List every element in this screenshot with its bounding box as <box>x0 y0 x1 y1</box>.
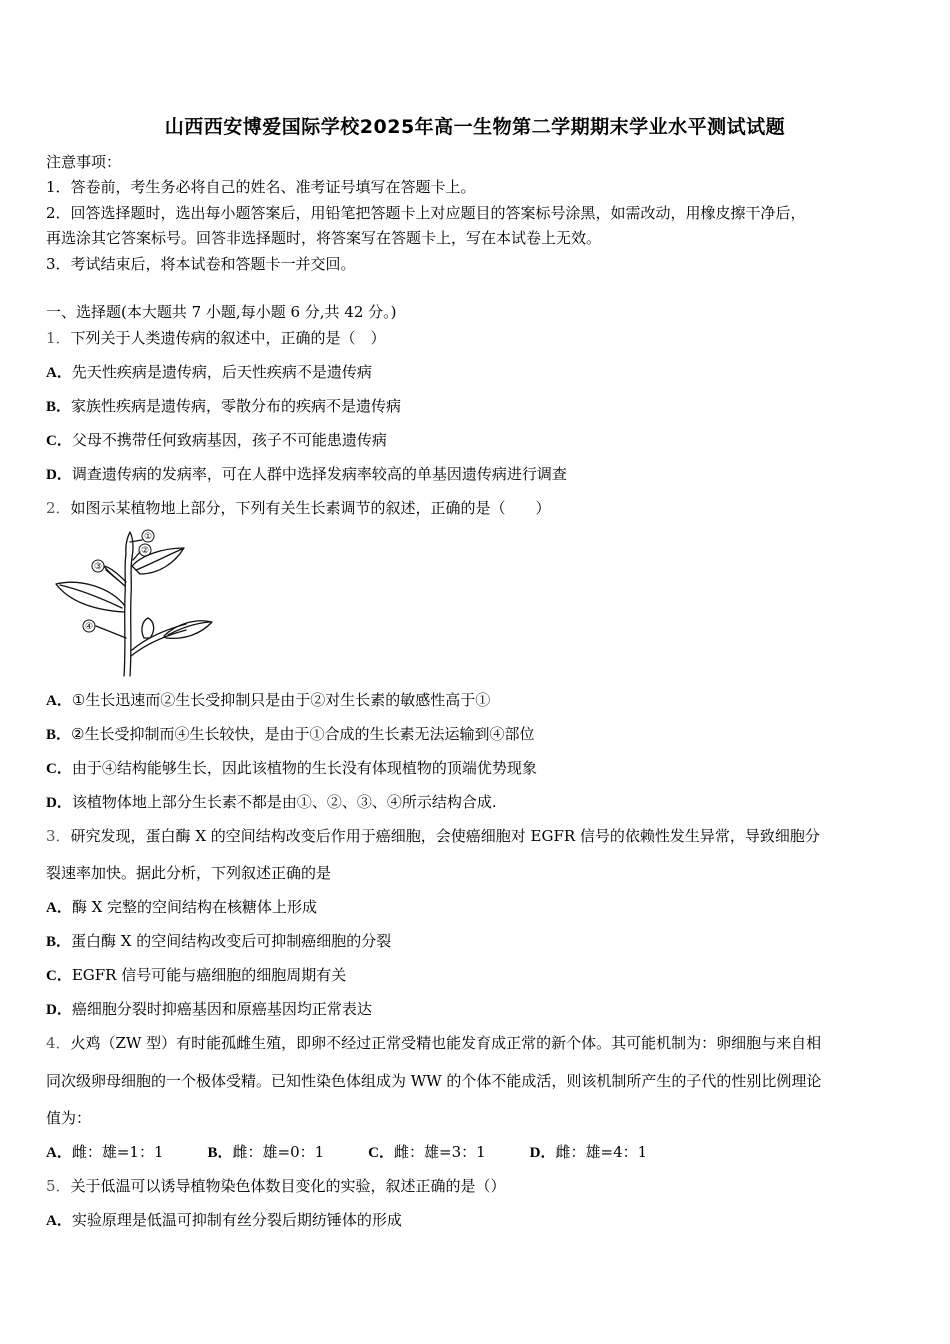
notice-item: 1．答卷前，考生务必将自己的姓名、准考证号填写在答题卡上。 <box>46 178 476 196</box>
figure-label-3: ③ <box>93 562 103 572</box>
q2-option-d: D．该植物体地上部分生长素不都是由①、②、③、④所示结构合成. <box>46 793 497 811</box>
question-4 <box>46 1033 821 1053</box>
plant-diagram <box>46 526 216 681</box>
question-number: 2． <box>46 499 71 517</box>
q2-option-c: C．由于④结构能够生长，因此该植物的生长没有体现植物的顶端优势现象 <box>46 759 537 777</box>
question-stem: 如图示某植物地上部分，下列有关生长素调节的叙述，正确的是（ ） <box>70 499 551 517</box>
question-number: 1． <box>46 329 71 347</box>
notice-item: 2．回答选择题时，选出每小题答案后，用铅笔把答题卡上对应题目的答案标号涂黑，如需改动，用橡皮擦干净后， <box>46 204 806 222</box>
q3-option-c: C．EGFR 信号可能与癌细胞的细胞周期有关 <box>46 966 347 984</box>
question-1 <box>46 328 386 348</box>
q3-option-d: D．癌细胞分裂时抑癌基因和原癌基因均正常表达 <box>46 1000 372 1018</box>
question-stem: 研究发现，蛋白酶 X 的空间结构改变后作用于癌细胞，会使癌细胞对 EGFR 信号的依赖性发生异常，导致细胞分 <box>70 827 820 845</box>
question-4-cont: 值为： <box>46 1109 92 1127</box>
question-stem: 火鸡（ZW 型）有时能孤雌生殖，即卵不经过正常受精也能发育成正常的新个体。其可能机制为：卵细胞与来自相 <box>70 1034 822 1052</box>
q1-option-d: D．调查遗传病的发病率，可在人群中选择发病率较高的单基因遗传病进行调查 <box>46 465 567 483</box>
figure-label-2: ② <box>140 546 150 556</box>
q4-option-b: B．雌：雄=0：1 <box>207 1143 325 1161</box>
q4-option-a: A．雌：雄=1：1 <box>46 1143 164 1161</box>
section-heading: 一、选择题(本大题共 7 小题,每小题 6 分,共 42 分。) <box>46 303 397 321</box>
question-number: 3． <box>46 827 71 845</box>
page-title: 山西西安博爱国际学校2025年高一生物第二学期期末学业水平测试试题 <box>164 116 786 138</box>
question-stem: 关于低温可以诱导植物染色体数目变化的实验，叙述正确的是（） <box>70 1177 506 1195</box>
q1-option-a: A．先天性疾病是遗传病，后天性疾病不是遗传病 <box>46 363 372 381</box>
question-number: 4． <box>46 1034 71 1052</box>
q4-option-c: C．雌：雄=3：1 <box>368 1143 486 1161</box>
notice-item: 3．考试结束后，将本试卷和答题卡一并交回。 <box>46 255 356 273</box>
q3-option-b: B．蛋白酶 X 的空间结构改变后可抑制癌细胞的分裂 <box>46 932 392 950</box>
q1-option-c: C．父母不携带任何致病基因，孩子不可能患遗传病 <box>46 431 387 449</box>
question-3 <box>46 826 820 846</box>
question-number: 5． <box>46 1177 71 1195</box>
q5-option-a: A．实验原理是低温可抑制有丝分裂后期纺锤体的形成 <box>46 1211 402 1229</box>
notice-heading: 注意事项： <box>46 153 122 171</box>
figure-label-4: ④ <box>84 622 94 632</box>
question-2 <box>46 498 551 518</box>
question-5 <box>46 1176 506 1196</box>
question-stem: 下列关于人类遗传病的叙述中，正确的是（ ） <box>70 329 386 347</box>
q4-option-d: D．雌：雄=4：1 <box>529 1143 648 1161</box>
question-3-cont: 裂速率加快。据此分析，下列叙述正确的是 <box>46 864 332 882</box>
figure-label-1: ① <box>143 532 153 542</box>
q2-option-a: A．①生长迅速而②生长受抑制只是由于②对生长素的敏感性高于① <box>46 691 491 709</box>
q2-option-b: B．②生长受抑制而④生长较快，是由于①合成的生长素无法运输到④部位 <box>46 725 535 743</box>
notice-item: 再选涂其它答案标号。回答非选择题时，将答案写在答题卡上，写在本试卷上无效。 <box>46 229 602 247</box>
q4-options-row <box>46 1142 647 1163</box>
q3-option-a: A．酶 X 完整的空间结构在核糖体上形成 <box>46 898 318 916</box>
question-4-cont: 同次级卵母细胞的一个极体受精。已知性染色体组成为 WW 的个体不能成活，则该机制所产生的子代的性别比例理论 <box>46 1072 822 1090</box>
q1-option-b: B．家族性疾病是遗传病，零散分布的疾病不是遗传病 <box>46 397 402 415</box>
